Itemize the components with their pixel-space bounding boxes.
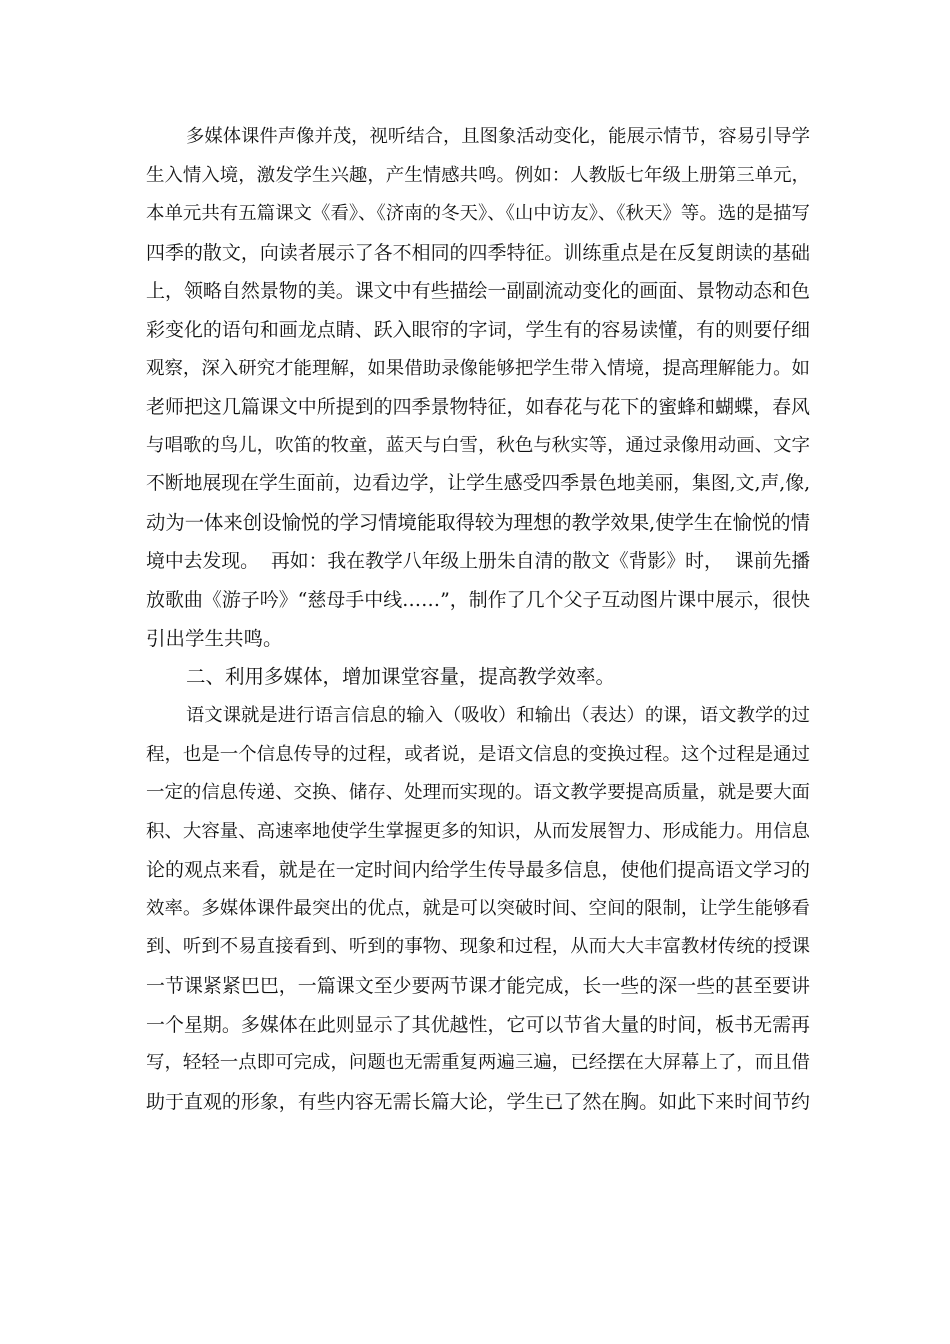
text-line: 动为一体来创设愉悦的学习情境能取得较为理想的教学效果,使学生在愉悦的情 [146, 510, 810, 534]
text-line: 不断地展现在学生面前，边看边学，让学生感受四季景色地美丽，集图,文,声,像, [146, 473, 811, 495]
text-line: 一定的信息传递、交换、储存、处理而实现的。语文教学要提高质量，就是要大面 [146, 782, 810, 804]
text-line: 老师把这几篇课文中所提到的四季景物特征，如春花与花下的蜜蜂和蝴蝶，春风 [146, 396, 810, 419]
text-line: 多媒体课件声像并茂，视听结合，且图象活动变化，能展示情节，容易引导学 [186, 126, 810, 147]
text-line: 一个星期。多媒体在此则显示了其优越性，它可以节省大量的时间，板书无需再 [146, 1013, 810, 1036]
text-line: 效率。多媒体课件最突出的优点，就是可以突破时间、空间的限制，让学生能够看 [146, 897, 810, 919]
text-line: 四季的散文，向读者展示了各不相同的四季特征。训练重点是在反复朗读的基础 [146, 241, 810, 264]
text-line: 写，轻轻一点即可完成，问题也无需重复两遍三遍，已经摆在大屏幕上了，而且借 [146, 1052, 810, 1074]
text-line: 上，领略自然景物的美。课文中有些描绘一副副流动变化的画面、景物动态和色 [146, 280, 810, 303]
text-line: 境中去发现。 再如：我在教学八年级上册朱自清的散文《背影》时， 课前先播 [146, 550, 811, 572]
text-line: 助于直观的形象，有些内容无需长篇大论，学生已了然在胸。如此下来时间节约 [146, 1090, 810, 1113]
text-line: 论的观点来看，就是在一定时间内给学生传导最多信息，使他们提高语文学习的 [146, 859, 810, 882]
text-line: 引出学生共鸣。 [146, 626, 283, 650]
document-body [146, 118, 810, 1121]
text-line: 观察，深入研究才能理解，如果借助录像能够把学生带入情境，提高理解能力。如 [146, 357, 810, 379]
text-line: 一节课紧紧巴巴，一篇课文至少要两节课才能完成，长一些的深一些的甚至要讲 [146, 975, 810, 998]
text-line: 语文课就是进行语言信息的输入（吸收）和输出（表达）的课，语文教学的过 [186, 704, 810, 726]
text-line: 彩变化的语句和画龙点睛、跃入眼帘的字词，学生有的容易读懂，有的则要仔细 [146, 318, 810, 341]
text-line: 本单元共有五篇课文《看》、《济南的冬天》、《山中访友》、《秋天》等。选的是描写 [146, 203, 810, 225]
text-line: 放歌曲《游子吟》“慈母手中线……”，制作了几个父子互动图片课中展示，很快 [146, 589, 810, 612]
section-heading: 二、利用多媒体，增加课堂容量，提高教学效率。 [186, 665, 616, 689]
text-line: 程，也是一个信息传导的过程，或者说，是语文信息的变换过程。这个过程是通过 [146, 743, 810, 765]
text-line: 生入情入境，激发学生兴趣，产生情感共鸣。例如：人教版七年级上册第三单元， [146, 164, 810, 186]
text-line: 到、听到不易直接看到、听到的事物、现象和过程，从而大大丰富教材传统的授课 [146, 936, 810, 958]
text-line: 积、大容量、高速率地使学生掌握更多的知识，从而发展智力、形成能力。用信息 [146, 820, 810, 842]
text-line: 与唱歌的鸟儿，吹笛的牧童，蓝天与白雪，秋色与秋实等，通过录像用动画、文字 [146, 434, 810, 456]
